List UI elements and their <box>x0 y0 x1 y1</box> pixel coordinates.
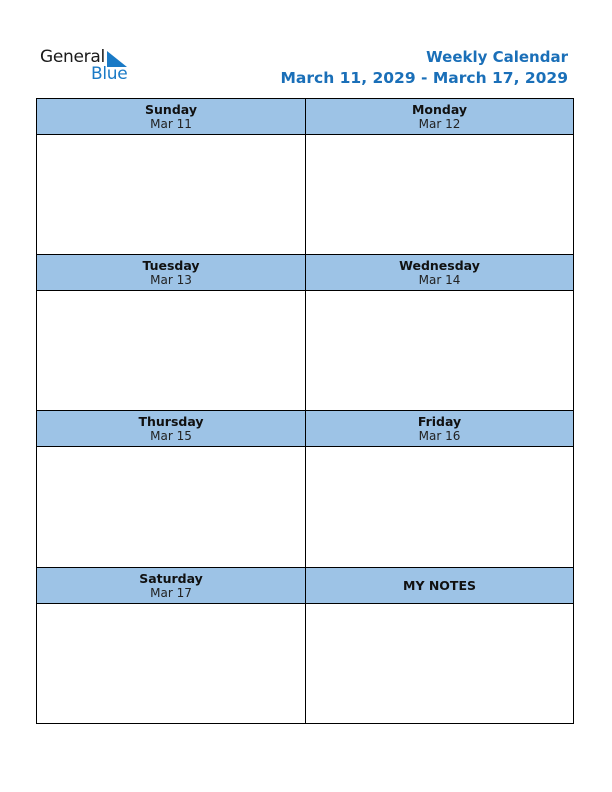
day-header <box>306 411 573 447</box>
calendar-grid <box>36 98 574 724</box>
row-divider <box>37 254 573 255</box>
day-date: Mar 12 <box>418 117 461 131</box>
day-date: Mar 17 <box>150 586 192 600</box>
day-header <box>37 99 305 135</box>
day-header <box>37 411 305 447</box>
day-cell-friday[interactable] <box>306 411 573 568</box>
day-date: Mar 16 <box>418 429 461 443</box>
notes-header <box>306 568 573 604</box>
day-date: Mar 14 <box>418 273 461 287</box>
day-cell-saturday[interactable] <box>37 568 305 723</box>
day-cell-wednesday[interactable] <box>306 255 573 411</box>
notes-label: MY NOTES <box>403 578 476 593</box>
day-name: Thursday <box>138 414 204 429</box>
day-header <box>306 255 573 291</box>
day-cell-tuesday[interactable] <box>37 255 305 411</box>
day-header <box>306 99 573 135</box>
calendar-title: Weekly Calendar <box>426 48 568 66</box>
day-name: Saturday <box>139 571 203 586</box>
column-divider <box>305 99 306 723</box>
logo-text-blue: Blue <box>91 64 128 84</box>
day-date: Mar 11 <box>150 117 192 131</box>
day-name: Friday <box>417 414 462 429</box>
date-range: March 11, 2029 - March 17, 2029 <box>280 69 568 87</box>
row-divider <box>37 567 573 568</box>
row-divider <box>37 410 573 411</box>
day-name: Sunday <box>145 102 197 117</box>
day-date: Mar 15 <box>150 429 192 443</box>
notes-cell[interactable] <box>306 568 573 723</box>
logo <box>40 47 140 87</box>
day-header <box>37 255 305 291</box>
logo-text-general: General <box>40 47 105 67</box>
day-cell-monday[interactable] <box>306 99 573 255</box>
day-cell-thursday[interactable] <box>37 411 305 568</box>
page-title <box>280 48 568 90</box>
day-name: Wednesday <box>399 258 480 273</box>
day-name: Tuesday <box>142 258 200 273</box>
day-name: Monday <box>411 102 468 117</box>
day-date: Mar 13 <box>150 273 192 287</box>
day-cell-sunday[interactable] <box>37 99 305 255</box>
day-header <box>37 568 305 604</box>
